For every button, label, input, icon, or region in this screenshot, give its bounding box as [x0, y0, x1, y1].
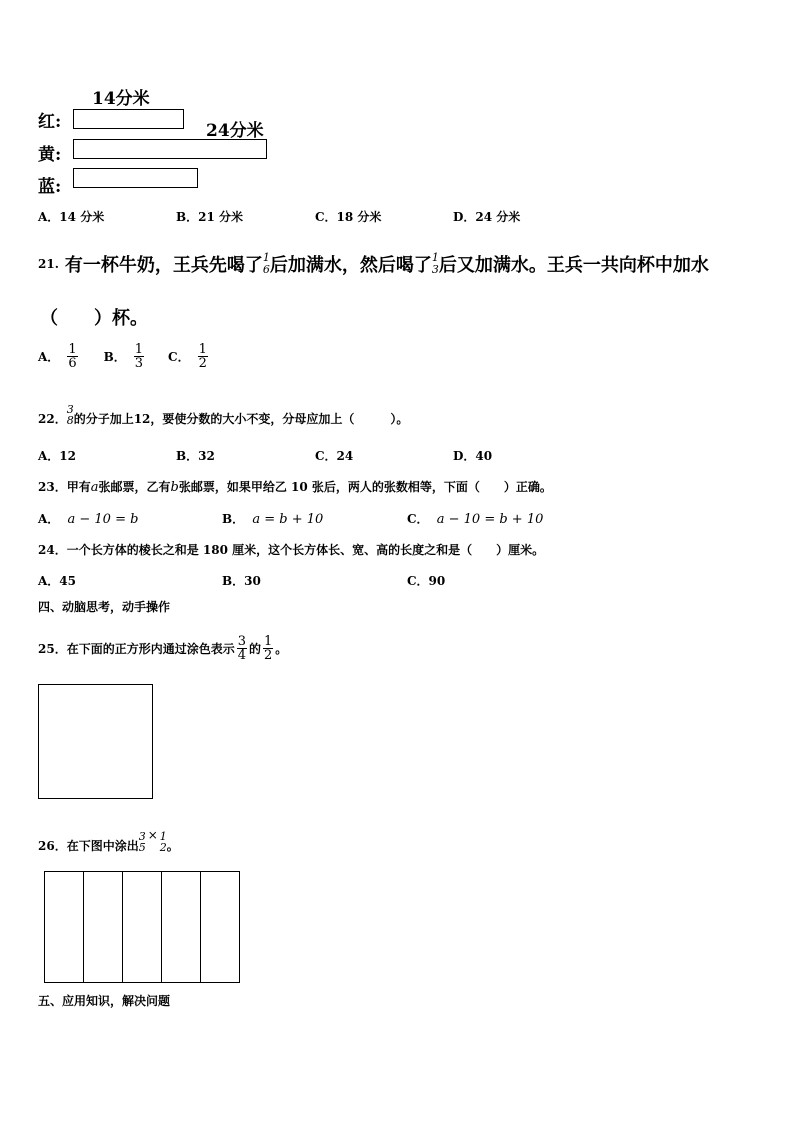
q21-fraction-2 — [432, 252, 439, 275]
q21-option-a[interactable] — [38, 343, 78, 370]
q21-line1 — [38, 244, 709, 284]
q26-fraction-1 — [139, 831, 146, 854]
q23-option-a-label: A． — [38, 512, 60, 526]
q21-option-b-fraction — [134, 343, 144, 370]
q23-option-c-label: C． — [407, 512, 429, 526]
q26-grid-cell[interactable] — [123, 872, 162, 982]
q26-grid-cell[interactable] — [84, 872, 123, 982]
bar-label-blue: 蓝: — [38, 177, 62, 197]
q23-var-a: a — [90, 480, 99, 495]
bar-yellow — [73, 139, 267, 159]
q25-text-3: 。 — [275, 641, 288, 656]
q23-option-a-expr: a − 10 = b — [67, 512, 139, 527]
q22-option-b[interactable]: B．32 — [176, 449, 215, 463]
q26-f2-num: 1 — [159, 829, 167, 843]
bar-label-red: 红: — [38, 112, 62, 132]
q21-option-a-num: 1 — [68, 341, 77, 357]
q21-option-c[interactable] — [168, 343, 208, 370]
q22-option-d[interactable]: D．40 — [453, 449, 493, 463]
q21-line2: （ ）杯。 — [40, 308, 148, 329]
q26-grid-cell[interactable] — [162, 872, 201, 982]
q23-number: 23． — [38, 480, 67, 494]
q25-line — [38, 630, 287, 666]
q21-option-b-label: B． — [103, 349, 126, 364]
q25-f1-num: 3 — [237, 633, 246, 649]
label-24-dm: 24分米 — [206, 121, 264, 141]
q22-number: 22． — [38, 412, 67, 426]
q21-option-b[interactable] — [104, 343, 144, 370]
q26-fraction-2 — [160, 831, 167, 854]
q21-option-a-den: 6 — [68, 355, 77, 371]
q23-option-c[interactable] — [407, 510, 543, 527]
q25-text-1: 25．在下面的正方形内通过涂色表示 — [38, 641, 235, 656]
q23-option-b[interactable] — [222, 510, 323, 527]
q24-option-c[interactable]: C．90 — [407, 574, 446, 588]
q25-fraction-2 — [263, 635, 273, 662]
q25-fraction-1 — [237, 635, 247, 662]
q24-text: 24．一个长方体的棱长之和是 180 厘米，这个长方体长、宽、高的长度之和是（ ）厘米。 — [38, 543, 545, 557]
q23-option-a[interactable] — [38, 510, 138, 527]
q26-text-1: 26．在下图中涂出 — [38, 839, 139, 853]
q23-option-b-expr: a = b + 10 — [252, 512, 324, 527]
q22-fraction — [67, 404, 74, 427]
q21-option-b-den: 3 — [134, 355, 144, 371]
q26-grid-cell[interactable] — [45, 872, 84, 982]
q26-grid — [44, 871, 240, 983]
q24-option-a[interactable]: A．45 — [38, 574, 77, 588]
q21-f2-num: 1 — [431, 251, 439, 265]
q22-text: 的分子加上12，要使分数的大小不变，分母应加上（ ）。 — [73, 412, 409, 426]
q25-f2-den: 2 — [264, 647, 273, 663]
q25-f2-num: 1 — [264, 633, 273, 649]
q21-option-b-num: 1 — [134, 341, 144, 357]
q20-option-b[interactable]: B．21 分米 — [176, 210, 244, 224]
q23-option-c-expr: a − 10 = b + 10 — [436, 512, 544, 527]
q25-f1-den: 4 — [237, 647, 246, 663]
q21-fraction-1 — [263, 252, 270, 275]
q21-options — [38, 338, 208, 374]
q21-option-c-num: 1 — [198, 341, 207, 357]
q21-option-a-label: A． — [38, 349, 60, 364]
bar-label-yellow: 黄: — [38, 145, 62, 165]
q21-option-a-fraction — [67, 343, 77, 370]
q23-line — [38, 478, 552, 495]
q22-option-c[interactable]: C．24 — [315, 449, 354, 463]
q26-f1-num: 3 — [138, 829, 146, 843]
q21-text-3: 后又加满水。王兵一共向杯中加水 — [438, 255, 709, 276]
q23-var-b: b — [170, 480, 179, 495]
q22-frac-den: 8 — [66, 414, 74, 428]
bar-red — [73, 109, 184, 129]
q21-number: 21. — [38, 257, 59, 271]
q20-option-a[interactable]: A．14 分米 — [38, 210, 105, 224]
q24-option-b[interactable]: B．30 — [222, 574, 261, 588]
q22-line — [38, 388, 408, 428]
q21-text-1: 有一杯牛奶，王兵先喝了 — [64, 255, 263, 276]
q20-option-d[interactable]: D．24 分米 — [453, 210, 521, 224]
q22-option-a[interactable]: A．12 — [38, 449, 77, 463]
q21-f1-den: 6 — [262, 263, 270, 276]
q23-text-1: 甲有 — [66, 480, 91, 494]
q22-frac-num: 3 — [66, 402, 74, 416]
q21-f1-num: 1 — [262, 251, 270, 265]
q21-text-2: 后加满水，然后喝了 — [269, 255, 432, 276]
bar-blue — [73, 168, 198, 188]
q23-text-3: 张邮票，如果甲给乙 10 张后，两人的张数相等，下面（ ）正确。 — [178, 480, 552, 494]
q26-line — [38, 812, 179, 856]
q25-square[interactable] — [38, 684, 153, 799]
q26-text-2: 。 — [166, 839, 179, 853]
q26-f1-den: 5 — [138, 841, 146, 855]
q26-f2-den: 2 — [159, 841, 167, 855]
q20-option-c[interactable]: C．18 分米 — [315, 210, 382, 224]
q23-text-2: 张邮票，乙有 — [98, 480, 171, 494]
q21-option-c-label: C． — [168, 349, 190, 364]
q21-option-c-fraction — [198, 343, 208, 370]
q21-f2-den: 3 — [431, 263, 439, 276]
section-5-heading: 五、应用知识，解决问题 — [38, 994, 171, 1008]
section-4-heading: 四、动脑思考，动手操作 — [38, 600, 171, 614]
q26-grid-cell[interactable] — [201, 872, 239, 982]
q25-text-2: 的 — [248, 641, 261, 656]
q23-option-b-label: B． — [222, 512, 245, 526]
label-14-dm: 14分米 — [92, 89, 150, 109]
q26-times: × — [147, 828, 158, 842]
q21-option-c-den: 2 — [198, 355, 207, 371]
